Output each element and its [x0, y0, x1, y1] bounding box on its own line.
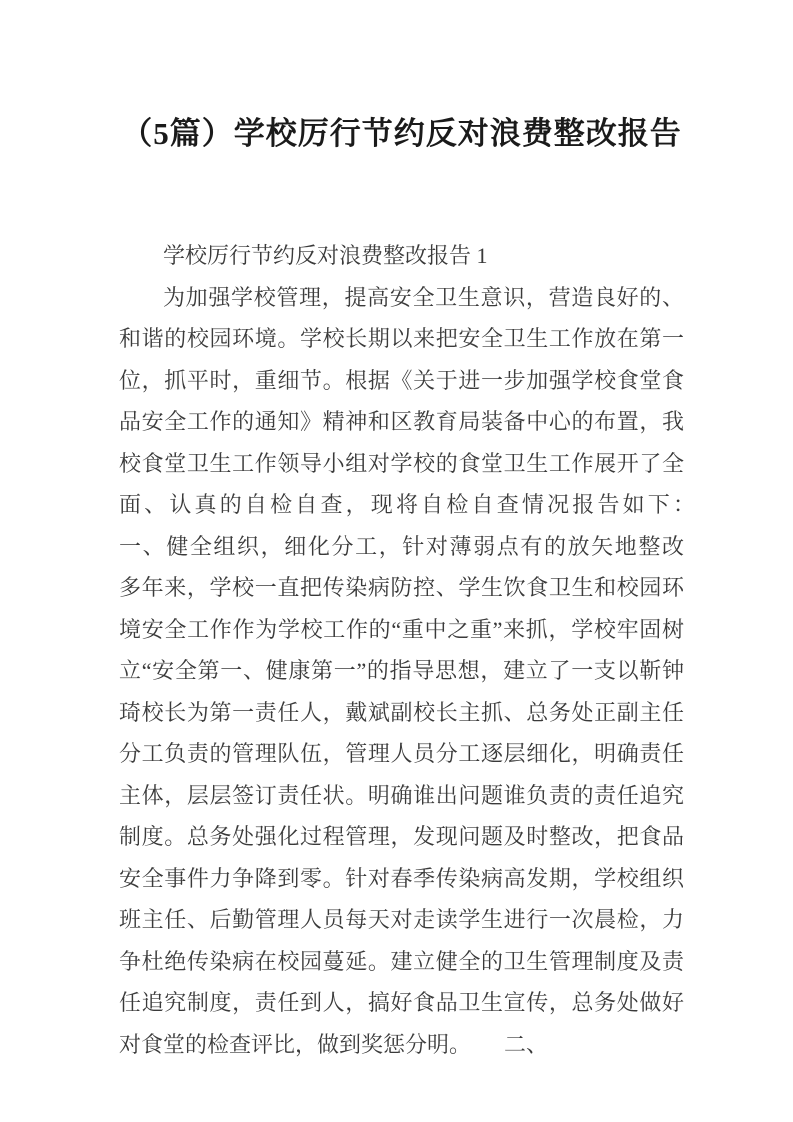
- document-title: （5篇）学校厉行节约反对浪费整改报告: [121, 116, 682, 151]
- document-body: [119, 235, 729, 1065]
- section-heading: 学校厉行节约反对浪费整改报告 1: [163, 243, 488, 268]
- body-paragraph: 为加强学校管理，提高安全卫生意识，营造良好的、和谐的校园环境。学校长期以来把安全卫生工作放在第一位，抓平时，重细节。根据《关于进一步加强学校食堂食品安全工作的通知》精神和区教育局装备中心的布置，我校食堂卫生工作领导小组对学校的食堂卫生工作展开了全面、认真的自检自查，现将自检自查情况报告如下： 一、健全组织，细化分工，针对薄弱点有的放矢地整改 多年来，学校一直把传染病防控、学生饮食卫生和校园环境安全工作作为学校工作的“重中之重”来抓，学校牢固树立“安全第一、健康第一”的指导思想，建立了一支以靳钟琦校长为第一责任人，戴斌副校长主抓、总务处正副主任分工负责的管理队伍，管理人员分工逐层细化，明确责任主体，层层签订责任状。明确谁出问题谁负责的责任追究制度。总务处强化过程管理，发现问题及时整改，把食品安全事件力争降到零。针对春季传染病高发期，学校组织班主任、后勤管理人员每天对走读学生进行一次晨检，力争杜绝传染病在校园蔓延。建立健全的卫生管理制度及责任追究制度，责任到人，搞好食品卫生宣传，总务处做好对食堂的检查评比，做到奖惩分明。 二、: [119, 284, 729, 1057]
